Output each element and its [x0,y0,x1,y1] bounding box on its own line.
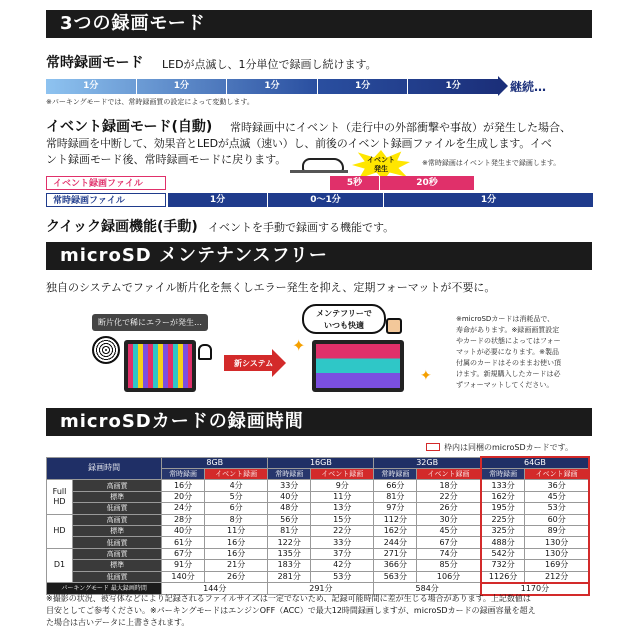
time-cell: 16分 [204,537,267,548]
time-cell: 22分 [417,491,481,502]
time-cell: 563分 [374,571,417,583]
section-title: microSD メンテナンスフリー [60,245,328,266]
timeline-segment: 1分 [445,81,461,91]
quality-cell: 低画質 [73,571,162,583]
resolution-cell: Full HD [47,480,73,514]
sub-normal: 常時録画 [268,469,311,480]
time-cell: 30分 [417,514,481,525]
time-cell: 9分 [311,480,374,491]
time-cell: 40分 [162,525,205,536]
time-cell: 26分 [417,503,481,514]
quality-cell: 高画質 [73,480,162,491]
time-cell: 140分 [162,571,205,583]
time-cell: 8分 [204,514,267,525]
time-cell: 135分 [268,548,311,559]
parking-cell: 1170分 [481,583,589,595]
sub-event: イベント録画 [311,469,374,480]
quality-cell: 低画質 [73,503,162,514]
quick-desc: イベントを手動で録画する機能です。 [208,221,395,234]
table-row [47,514,590,525]
time-cell: 18分 [417,480,481,491]
section-header-recording-time [46,408,592,436]
footnote-line: た場合は古いデータに上書きされます。 [46,618,190,627]
time-cell: 169分 [525,560,589,571]
maintenance-free-bubble [302,304,386,334]
footnote-line: ※撮影の状況、被写体などにより記録されるファイルサイズは一定でないため、記録可能時間に差が生じる場合があります。上記数値は [46,594,531,603]
time-cell: 81分 [374,491,417,502]
event-desc-1: 常時録画中にイベント（走行中の外部衝撃や事故）が発生した場合、 [230,121,571,134]
table-row [47,503,590,514]
sub-event: イベント録画 [204,469,267,480]
speed-lines-icon [290,170,348,173]
table-corner: 録画時間 [47,457,162,480]
time-cell: 162分 [374,525,417,536]
sd-card-fragmented-icon [124,340,196,392]
time-cell: 281分 [268,571,311,583]
time-cell: 36分 [525,480,589,491]
table-row [47,491,590,502]
time-cell: 16分 [162,480,205,491]
continuous-title: 常時録画モード [46,55,144,71]
fragmented-blocks-icon [128,344,192,388]
maintenance-desc: 独自のシステムでファイル断片化を無くしエラー発生を抑え、定期フォーマットが不要に。 [46,281,496,294]
time-cell: 195分 [481,503,525,514]
quality-cell: 標準 [73,525,162,536]
resolution-cell: HD [47,514,73,548]
event-file-bar [330,176,474,190]
time-cell: 130分 [525,537,589,548]
event-badge [365,156,397,174]
time-cell: 60分 [525,514,589,525]
quality-cell: 高画質 [73,548,162,559]
timeline-segment: 1分 [46,79,137,94]
side-note-line: ずフォーマットしてください。 [456,381,554,389]
capacity-header: 64GB [481,457,589,469]
section-title: 3つの録画モード [60,13,206,34]
quality-cell: 低画質 [73,537,162,548]
table-row [47,525,590,536]
table-row [47,537,590,548]
time-cell: 6分 [204,503,267,514]
timeline-segment: 1分 [137,79,228,94]
table-row [47,560,590,571]
tangle-icon [92,336,120,364]
sub-event: イベント録画 [525,469,589,480]
time-cell: 488分 [481,537,525,548]
time-cell: 45分 [525,491,589,502]
recording-time-table [46,456,590,596]
time-cell: 5分 [204,491,267,502]
time-cell: 225分 [481,514,525,525]
time-cell: 85分 [417,560,481,571]
table-body [47,480,590,583]
side-note-line: ※microSDカードは消耗品で、 [456,315,555,323]
time-cell: 732分 [481,560,525,571]
sub-normal: 常時録画 [162,469,205,480]
bubble-line: いつも快適 [324,321,364,330]
table-header-row [47,457,590,469]
table-row [47,571,590,583]
arrow-right-icon [272,349,286,377]
section-header-maintenance [46,242,592,270]
time-cell: 61分 [162,537,205,548]
footnote-line: 目安としてご参考ください。※パーキングモードはエンジンOFF（ACC）で最大12時間録画しますが、microSDカードの録画容量を超え [46,606,536,615]
time-cell: 4分 [204,480,267,491]
parking-cell: 291分 [268,583,374,595]
footnote [46,593,592,629]
section-header-modes [46,10,592,38]
error-bubble: 断片化で稀にエラーが発生… [92,314,208,331]
sub-event: イベント録画 [417,469,481,480]
time-cell: 48分 [268,503,311,514]
time-cell: 33分 [311,537,374,548]
time-cell: 53分 [525,503,589,514]
time-cell: 67分 [417,537,481,548]
time-cell: 26分 [204,571,267,583]
time-cell: 24分 [162,503,205,514]
time-cell: 45分 [417,525,481,536]
time-cell: 11分 [204,525,267,536]
cont-file-bar [168,193,593,207]
time-cell: 183分 [268,560,311,571]
sub-normal: 常時録画 [374,469,417,480]
time-cell: 28分 [162,514,205,525]
time-cell: 91分 [162,560,205,571]
quality-cell: 標準 [73,491,162,502]
sd-card-clean-icon [312,340,404,392]
event-desc-3: ント録画モード後、常時録画モードに戻ります。 [46,153,287,166]
badge-line: イベント [367,156,395,164]
time-cell: 66分 [374,480,417,491]
time-cell: 13分 [311,503,374,514]
table-row [47,480,590,491]
table-row [47,548,590,559]
parking-label: パーキングモード 最大録画時間 [47,583,162,595]
time-cell: 67分 [162,548,205,559]
time-cell: 15分 [311,514,374,525]
time-cell: 16分 [204,548,267,559]
sparkle-icon: ✦ [420,368,432,384]
time-cell: 81分 [268,525,311,536]
side-note-line: 付属のカードはそのままお使い頂 [456,359,561,367]
time-cell: 42分 [311,560,374,571]
bell-icon [198,344,212,360]
time-cell: 212分 [525,571,589,583]
side-note-line: マットが必要になります。※製品 [456,348,560,356]
quality-cell: 標準 [73,560,162,571]
time-cell: 74分 [417,548,481,559]
time-cell: 122分 [268,537,311,548]
side-note-line: やカードの状態によってはフォー [456,337,561,345]
legend-box-icon [426,443,440,451]
side-note-line: けます。新規購入したカードは必 [456,370,561,378]
time-cell: 37分 [311,548,374,559]
time-cell: 244分 [374,537,417,548]
capacity-header: 16GB [268,457,374,469]
time-cell: 112分 [374,514,417,525]
time-cell: 366分 [374,560,417,571]
quick-title: クイック録画機能(手動) [46,219,198,235]
event-title: イベント録画モード(自動) [46,119,213,135]
cont-seg: 1分 [168,193,268,207]
capacity-header: 8GB [162,457,268,469]
time-cell: 1126分 [481,571,525,583]
side-note-line: 寿命があります。※録画画質設定 [456,326,560,334]
timeline-segment: 1分 [227,79,318,94]
continuous-timeline [46,79,498,94]
time-cell: 97分 [374,503,417,514]
sd-side-note [456,314,561,391]
section-title: microSDカードの録画時間 [60,411,304,432]
cont-seg: 0〜1分 [268,193,384,207]
sparkle-icon: ✦ [292,336,306,355]
time-cell: 130分 [525,548,589,559]
legend-text: 枠内は同梱のmicroSDカードです。 [444,443,574,452]
badge-line: 発生 [374,165,388,173]
time-cell: 271分 [374,548,417,559]
parking-cell: 144分 [162,583,268,595]
sub-normal: 常時録画 [481,469,525,480]
time-cell: 162分 [481,491,525,502]
quality-cell: 高画質 [73,514,162,525]
event-desc-2: 常時録画を中断して、効果音とLEDが点滅（速い）し、前後のイベント録画ファイルを生成します。イベ [46,137,552,150]
time-cell: 33分 [268,480,311,491]
cont-file-label: 常時録画ファイル [46,193,166,207]
event-note: ※常時録画はイベント発生まで録画します。 [422,159,561,167]
time-cell: 133分 [481,480,525,491]
bubble-line: メンテフリーで [316,309,372,318]
time-cell: 40分 [268,491,311,502]
event-after: 20秒 [416,178,438,188]
clean-blocks-icon [316,344,400,388]
time-cell: 89分 [525,525,589,536]
new-system-label: 新システム [234,359,274,368]
capacity-header: 32GB [374,457,481,469]
event-file-label: イベント録画ファイル [46,176,166,190]
time-cell: 325分 [481,525,525,536]
time-cell: 106分 [417,571,481,583]
timeline-segment: 1分 [318,79,409,94]
time-cell: 21分 [204,560,267,571]
time-cell: 53分 [311,571,374,583]
cont-seg: 1分 [480,195,497,205]
continuous-note: ※パーキングモードでは、常時録画質の設定によって変動します。 [46,98,254,106]
event-before: 5秒 [330,176,380,190]
time-cell: 542分 [481,548,525,559]
parking-cell: 584分 [374,583,481,595]
continue-label: 継続… [510,80,547,94]
time-cell: 56分 [268,514,311,525]
thumbs-up-icon [386,318,402,334]
continuous-desc: LEDが点滅し、1分単位で録画し続けます。 [162,58,377,71]
arrow-right-icon [498,76,508,96]
time-cell: 20分 [162,491,205,502]
time-cell: 22分 [311,525,374,536]
resolution-cell: D1 [47,548,73,582]
time-cell: 11分 [311,491,374,502]
